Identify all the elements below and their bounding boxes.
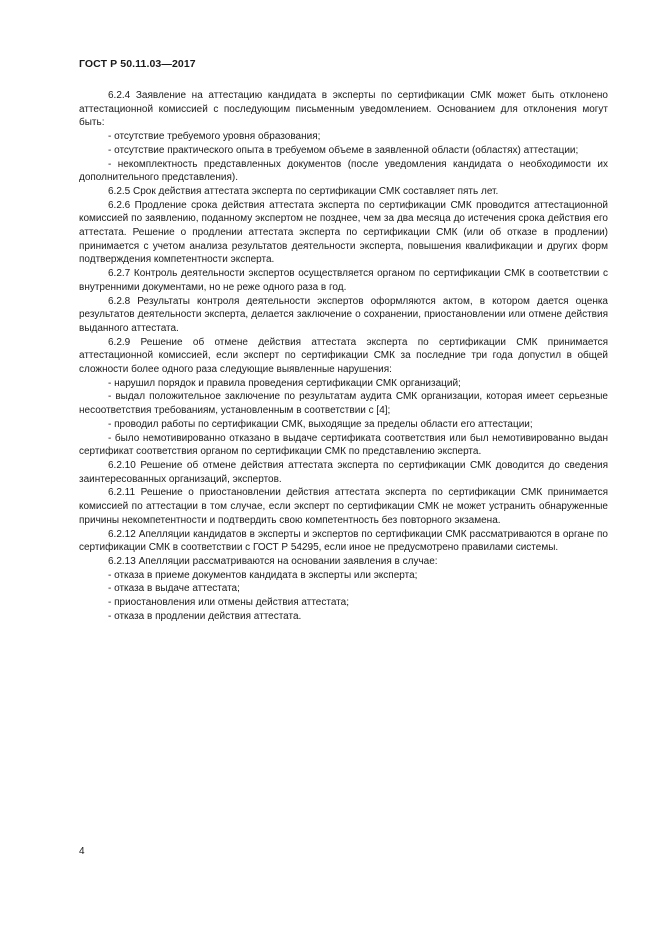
list-item: - отказа в приеме документов кандидата в эксперты или эксперта; — [108, 569, 418, 581]
list-item: - отказа в продлении действия аттестата. — [108, 610, 302, 622]
paragraph-6-2-6: 6.2.6 Продление срока действия аттестата эксперта по сертификации СМК проводится аттестационной комиссией по заявлению, поданному экспертом не позднее, чем за два месяца до истечения срока действия его аттестата. Решение о продлении аттестата эксперта по сертификации СМК (или об отказе в продлении) принимается с учетом анализа результатов деятельности эксперта, повышения квалификации и других форм подтверждения компетентности эксперта. — [79, 199, 608, 266]
paragraph-6-2-10: 6.2.10 Решение об отмене действия аттестата эксперта по сертификации СМК доводится до сведения заинтересованных организаций, экспертов. — [79, 459, 608, 485]
list-item: - проводил работы по сертификации СМК, выходящие за пределы области его аттестации; — [108, 418, 533, 430]
document-header: ГОСТ Р 50.11.03—2017 — [79, 58, 196, 70]
paragraph-6-2-8: 6.2.8 Результаты контроля деятельности экспертов оформляются актом, в котором дается оценка результатов деятельности эксперта, делается заключение о сохранении, приостановлении или отмене действия выданного аттестата. — [79, 295, 608, 334]
list-item: - выдал положительное заключение по результатам аудита СМК организации, которая имеет серьезные несоответствия требованиям, установленным в соответствии с [4]; — [79, 391, 608, 417]
list-item: - нарушил порядок и правила проведения сертификации СМК организаций; — [108, 377, 461, 389]
paragraph-6-2-7: 6.2.7 Контроль деятельности экспертов осуществляется органом по сертификации СМК в соответствии с внутренними документами, но не реже одного раза в год. — [79, 268, 608, 293]
paragraph-6-2-4: 6.2.4 Заявление на аттестацию кандидата в эксперты по сертификации СМК может быть отклонено аттестационной комиссией с последующим письменным уведомлением. Основанием для отклонения могут быть: — [79, 90, 608, 129]
paragraph-6-2-5: 6.2.5 Срок действия аттестата эксперта по сертификации СМК составляет пять лет. — [108, 185, 499, 197]
list-item: - отказа в выдаче аттестата; — [108, 583, 240, 595]
paragraph-6-2-9: 6.2.9 Решение об отмене действия аттестата эксперта по сертификации СМК принимается аттестационной комиссией, если эксперт по сертификации СМК за последние три года допустил в общей сложности более одного раза следующие выявленные нарушения: — [79, 336, 608, 376]
paragraph-6-2-13: 6.2.13 Апелляции рассматриваются на основании заявления в случае: — [108, 555, 438, 567]
list-item: - отсутствие требуемого уровня образования; — [108, 131, 321, 143]
paragraph-6-2-12: 6.2.12 Апелляции кандидатов в эксперты и экспертов по сертификации СМК рассматриваются в органе по сертификации СМК в соответствии с ГОСТ Р 54295, если иное не предусмотрено правилами системы. — [79, 528, 608, 554]
list-item: - отсутствие практического опыта в требуемом объеме в заявленной области (областях) аттестации; — [108, 144, 579, 156]
list-item: - некомплектность представленных документов (после уведомления кандидата о необходимости их дополнительного представления). — [79, 158, 608, 184]
list-item: - приостановления или отмены действия аттестата; — [108, 597, 349, 609]
page-number: 4 — [79, 846, 85, 857]
document-body — [79, 89, 608, 623]
list-item: - было немотивированно отказано в выдаче сертификата соответствия или был немотивированно выдан сертификат соответствия органом по сертификации СМК по представлению эксперта. — [79, 432, 608, 458]
paragraph-6-2-11: 6.2.11 Решение о приостановлении действия аттестата эксперта по сертификации СМК принимается комиссией по аттестации в том случае, если эксперт по сертификации СМК не может устранить обнаруженные причины некомпетентности и подтвердить свою компетентность без повторного экзамена. — [79, 487, 608, 526]
